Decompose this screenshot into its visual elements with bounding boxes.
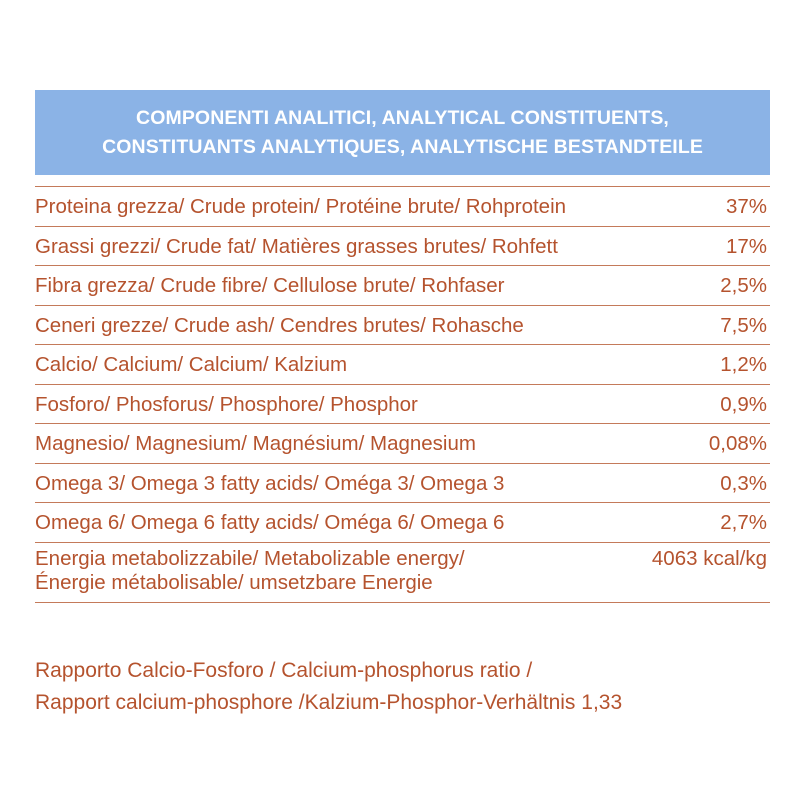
table-row (35, 502, 770, 542)
row-value: 2,5% (720, 274, 767, 297)
row-label: Fibra grezza/ Crude fibre/ Cellulose brute/ Rohfaser (35, 274, 505, 297)
row-value: 7,5% (720, 313, 767, 337)
row-value: 0,9% (720, 392, 767, 416)
energy-label-line-2: Énergie métabolisable/ umsetzbare Energie (35, 570, 433, 594)
row-label: Proteina grezza/ Crude protein/ Protéine brute/ Rohprotein (35, 195, 567, 218)
energy-label-line-1: Energia metabolizzabile/ Metabolizable energy/ (35, 546, 465, 570)
table-row (35, 186, 770, 226)
table-row (35, 423, 770, 463)
ratio-line-2: Rapport calcium-phosphore /Kalzium-Phosphor-Verhältnis 1,33 (35, 691, 623, 714)
table-row (35, 463, 770, 503)
row-value: 0,08% (708, 432, 767, 455)
row-value: 1,2% (720, 353, 767, 376)
row-label: Omega 3/ Omega 3 fatty acids/ Oméga 3/ Omega 3 (35, 471, 505, 495)
row-label: Fosforo/ Phosforus/ Phosphore/ Phosphor (35, 392, 418, 416)
header-title-line-2: CONSTITUANTS ANALYTIQUES, ANALYTISCHE BESTANDTEILE (102, 135, 703, 158)
row-value: 2,7% (720, 511, 767, 534)
table-row (35, 265, 770, 305)
table-row (35, 384, 770, 424)
table-row (35, 344, 770, 384)
calcium-phosphorus-ratio (35, 655, 775, 719)
energy-row (35, 542, 770, 603)
row-value: 0,3% (720, 471, 767, 495)
energy-label (35, 547, 465, 595)
row-value: 17% (725, 234, 767, 258)
analytical-constituents-table (35, 186, 770, 603)
header-title-line-1: COMPONENTI ANALITICI, ANALYTICAL CONSTITUENTS, (136, 106, 669, 129)
row-label: Omega 6/ Omega 6 fatty acids/ Oméga 6/ Omega 6 (35, 511, 505, 534)
row-value: 37% (725, 195, 767, 218)
energy-value: 4063 kcal/kg (651, 546, 767, 570)
row-label: Calcio/ Calcium/ Calcium/ Kalzium (35, 353, 348, 376)
table-header-banner (35, 90, 770, 175)
table-row (35, 305, 770, 345)
ratio-line-1: Rapporto Calcio-Fosforo / Calcium-phosphorus ratio / (35, 659, 533, 682)
table-row (35, 226, 770, 266)
row-label: Ceneri grezze/ Crude ash/ Cendres brutes/ Rohasche (35, 313, 524, 337)
row-label: Grassi grezzi/ Crude fat/ Matières grasses brutes/ Rohfett (35, 234, 558, 258)
row-label: Magnesio/ Magnesium/ Magnésium/ Magnesium (35, 432, 476, 455)
